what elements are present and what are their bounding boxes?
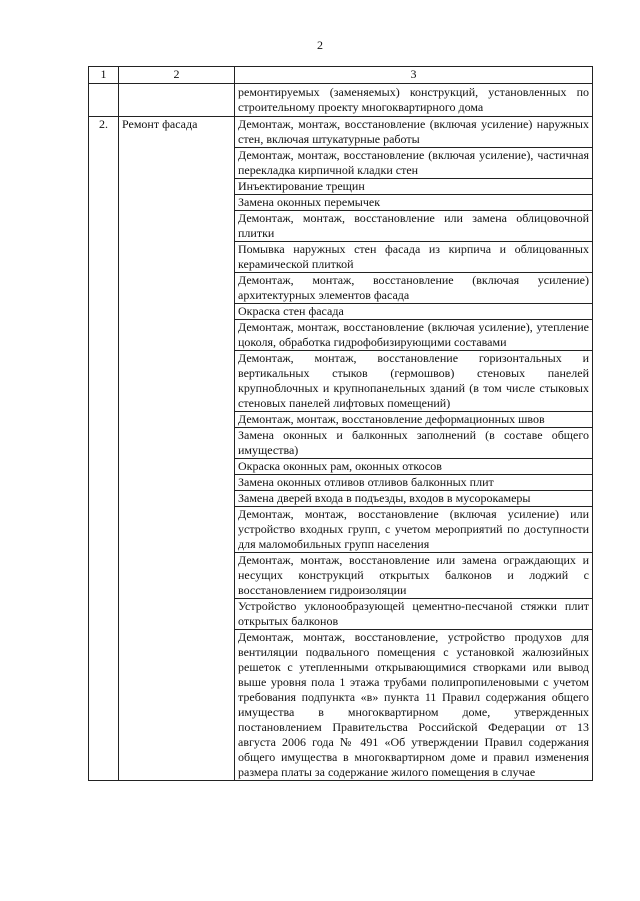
work-item-cell: Замена оконных отливов отливов балконных плит: [235, 475, 593, 491]
work-item-cell: Замена оконных и балконных заполнений (в составе общего имущества): [235, 428, 593, 459]
table-row: [89, 84, 593, 117]
work-item-cell: Демонтаж, монтаж, восстановление, устройство продухов для вентиляции подвального помещения с установкой жалюзийных решеток с утепленными открывающимися створками или вывод выше уровня пола 1 этажа трубами полипропиленовыми с учетом требования подпункта «в» пункта 11 Правил содержания общего имущества в многоквартирном доме, утвержденных постановлением Правительства Российской Федерации от 13 августа 2006 года № 491 «Об утверждении Правил содержания общего имущества в многоквартирном доме и правил изменения размера платы за содержание жилого помещения в случае: [235, 630, 593, 781]
work-item-cell: Демонтаж, монтаж, восстановление (включая усиление), частичная перекладка кирпичной кладки стен: [235, 148, 593, 179]
work-item-cell: Демонтаж, монтаж, восстановление (включая усиление) наружных стен, включая штукатурные работы: [235, 117, 593, 148]
header-col-2: 2: [119, 67, 235, 84]
works-table: [88, 66, 593, 781]
work-item-cell: Устройство уклонообразующей цементно-песчаной стяжки плит открытых балконов: [235, 599, 593, 630]
table-header-row: [89, 67, 593, 84]
row-number: [89, 84, 119, 117]
work-item-cell: Демонтаж, монтаж, восстановление (включая усиление) архитектурных элементов фасада: [235, 273, 593, 304]
work-item-cell: Демонтаж, монтаж, восстановление или замена ограждающих и несущих конструкций открытых балконов и лоджий с восстановлением гидроизоляции: [235, 553, 593, 599]
work-item-cell: Инъектирование трещин: [235, 179, 593, 195]
header-col-1: 1: [89, 67, 119, 84]
work-item-cell: Демонтаж, монтаж, восстановление горизонтальных и вертикальных стыков (гермошвов) стеновых панелей крупноблочных и крупнопанельных зданий (в том числе стыковых стеновых панелей лифтовых помещений): [235, 351, 593, 412]
row-title: [119, 84, 235, 117]
work-item-cell: Демонтаж, монтаж, восстановление (включая усиление), утепление цоколя, обработка гидрофобизирующими составами: [235, 320, 593, 351]
work-item-cell: Помывка наружных стен фасада из кирпича и облицованных керамической плиткой: [235, 242, 593, 273]
section-number: 2.: [89, 117, 119, 781]
table-row: [89, 117, 593, 148]
work-item-cell: Замена дверей входа в подъезды, входов в мусорокамеры: [235, 491, 593, 507]
work-item-cell: Окраска оконных рам, оконных откосов: [235, 459, 593, 475]
work-item-cell: Замена оконных перемычек: [235, 195, 593, 211]
header-col-3: 3: [235, 67, 593, 84]
page-number: 2: [317, 38, 323, 52]
section-title: Ремонт фасада: [119, 117, 235, 781]
work-item-cell: Демонтаж, монтаж, восстановление деформационных швов: [235, 412, 593, 428]
continuation-cell: ремонтируемых (заменяемых) конструкций, установленных по строительному проекту многоквартирного дома: [235, 84, 593, 117]
work-item-cell: Демонтаж, монтаж, восстановление или замена облицовочной плитки: [235, 211, 593, 242]
work-item-cell: Окраска стен фасада: [235, 304, 593, 320]
work-item-cell: Демонтаж, монтаж, восстановление (включая усиление) или устройство входных групп, с учетом мероприятий по доступности для маломобильных групп населения: [235, 507, 593, 553]
